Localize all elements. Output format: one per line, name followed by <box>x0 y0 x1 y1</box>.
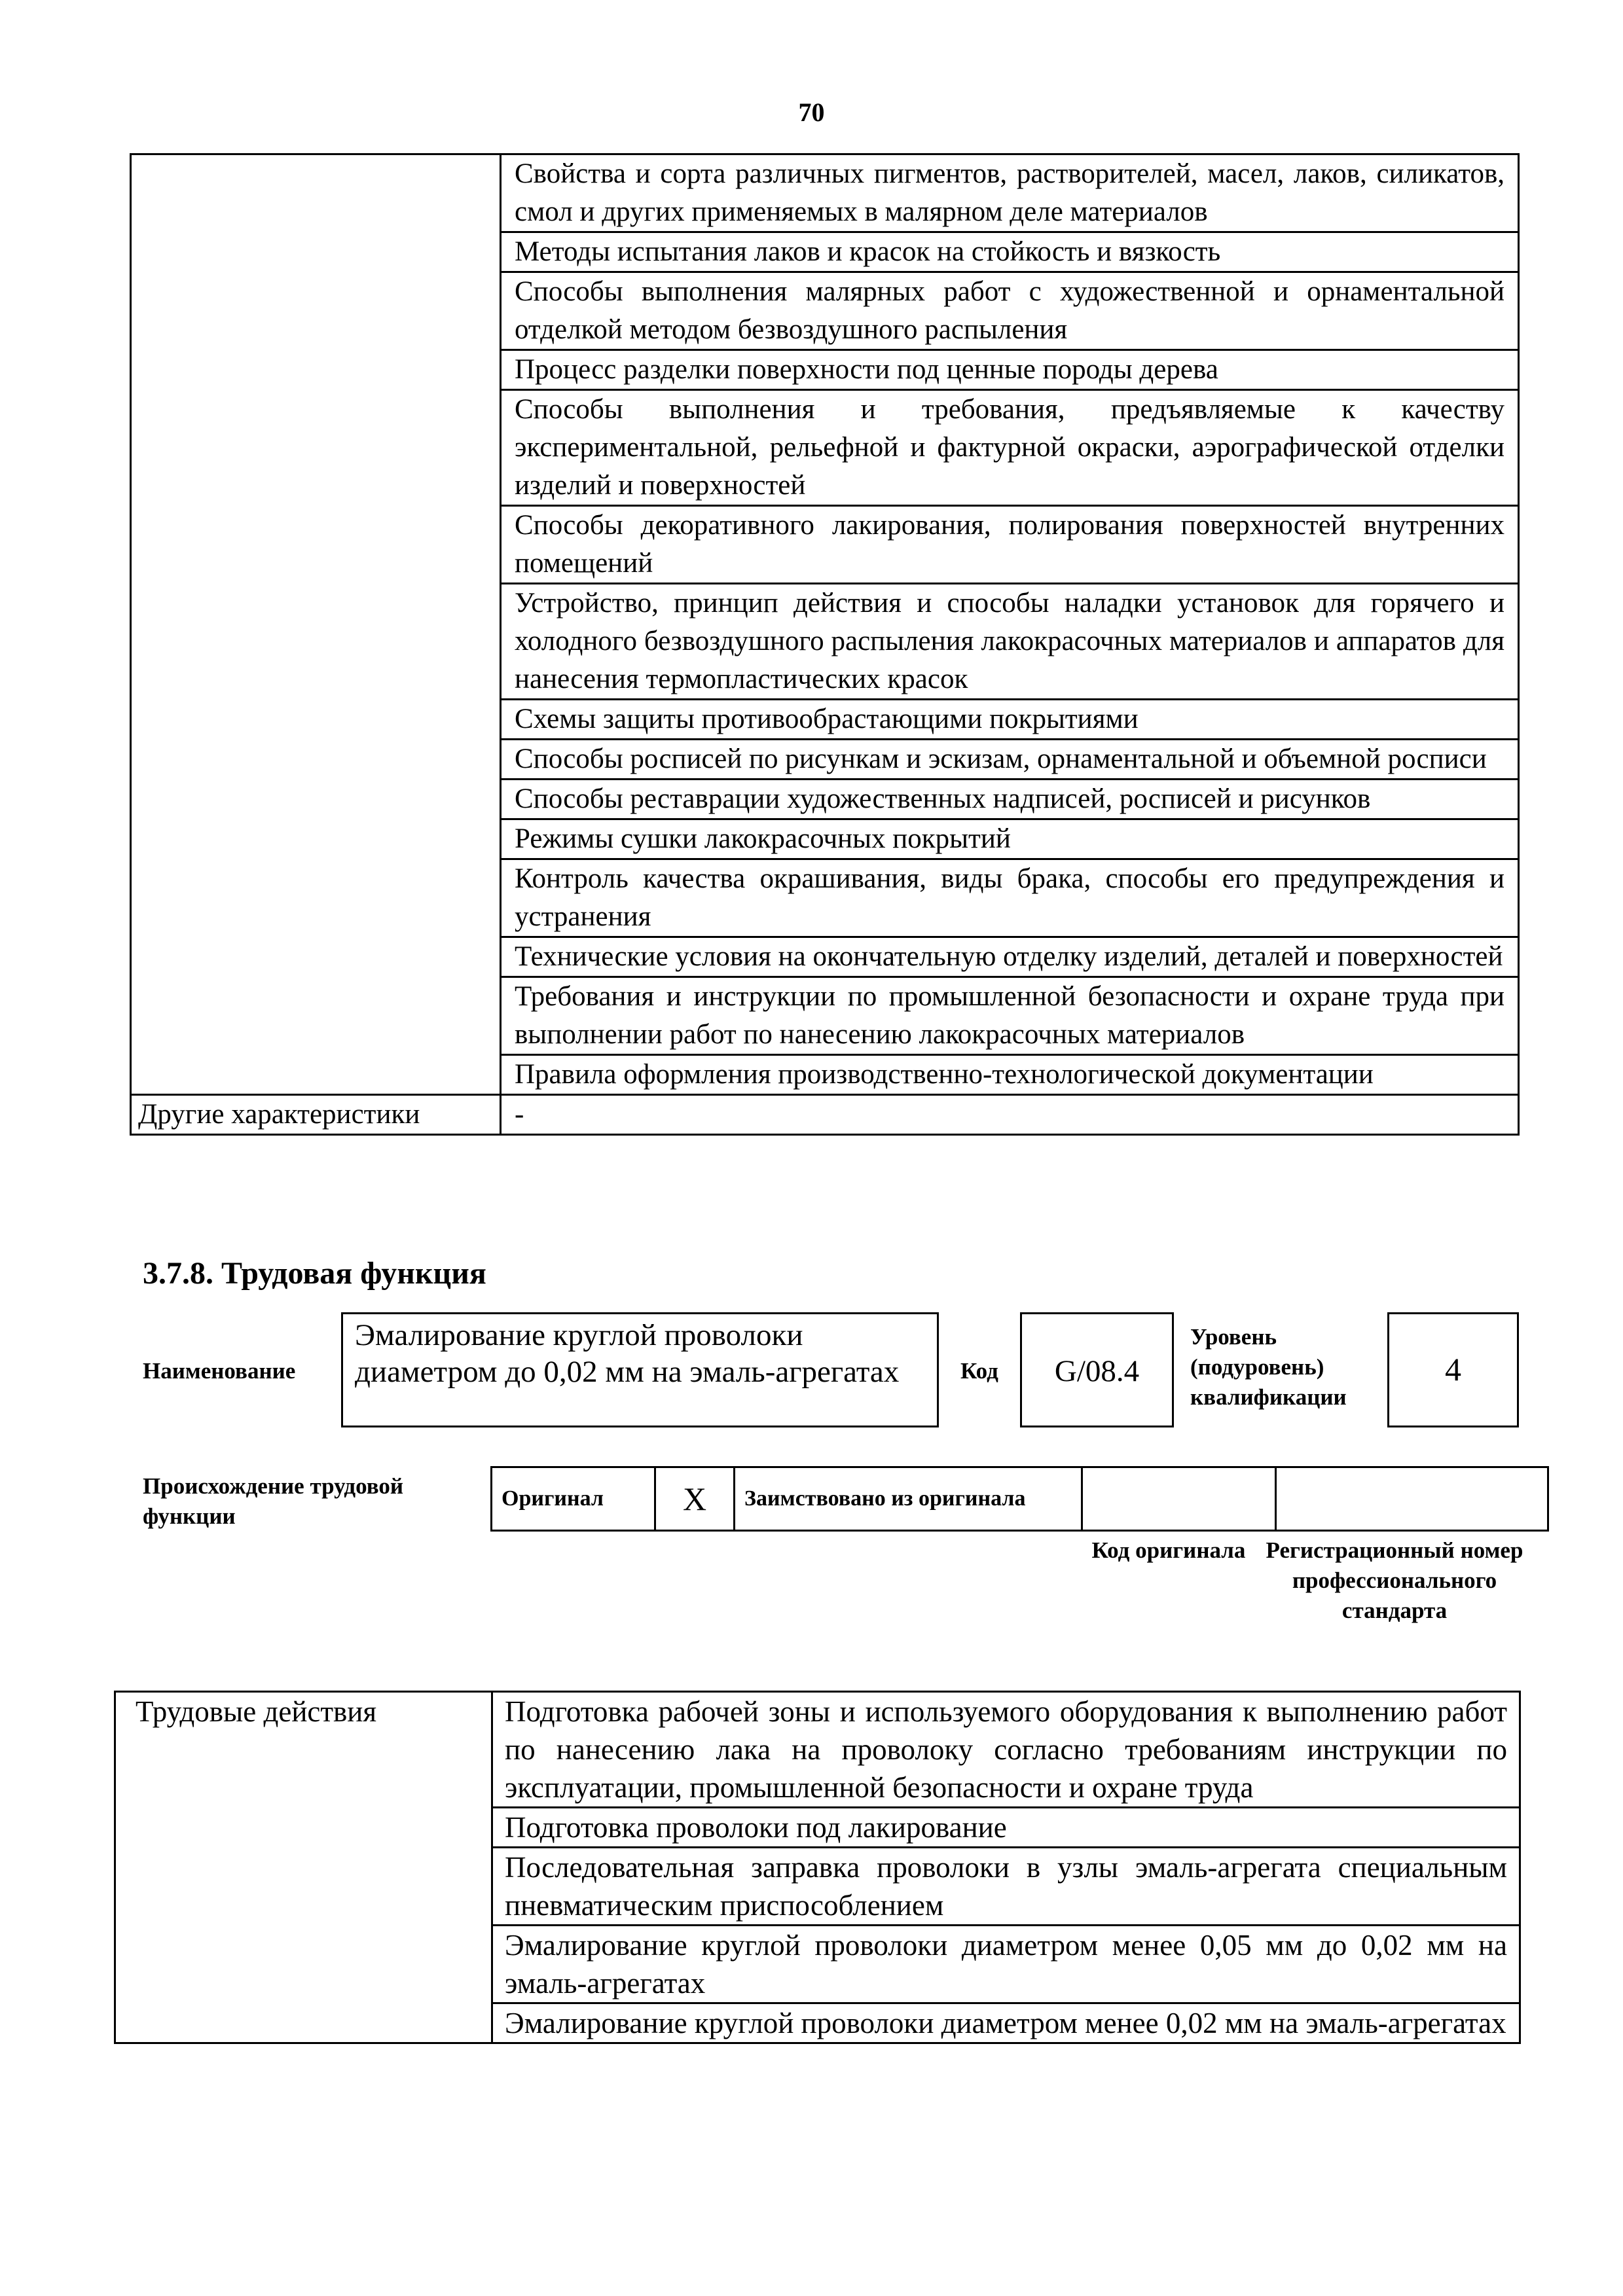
name-label: Наименование <box>143 1358 296 1384</box>
origin-table <box>490 1466 1549 1532</box>
qualification-level-label: Уровень (подуровень) квалификации <box>1190 1324 1347 1410</box>
origin-label: Происхождение трудовой функции <box>143 1473 404 1529</box>
knowledge-cell: Методы испытания лаков и красок на стойкость и вязкость <box>501 232 1519 272</box>
other-characteristics-label: Другие характеристики <box>131 1095 501 1135</box>
actions-table <box>114 1691 1521 2044</box>
knowledge-cell: Технические условия на окончательную отделку изделий, деталей и поверхностей <box>501 937 1519 977</box>
registration-number-caption: Регистрационный номер профессионального стандарта <box>1266 1537 1523 1623</box>
table-row <box>115 1692 1520 1808</box>
action-cell: Эмалирование круглой проволоки диаметром менее 0,05 мм до 0,02 мм на эмаль-агрегатах <box>492 1926 1520 2003</box>
original-code-cell <box>1082 1467 1276 1531</box>
section-title: 3.7.8. Трудовая функция <box>143 1256 486 1291</box>
original-code-caption: Код оригинала <box>1091 1537 1246 1563</box>
knowledge-cell: Способы выполнения малярных работ с художественной и орнаментальной отделкой методом безвоздушного распыления <box>501 272 1519 350</box>
knowledge-cell: Процесс разделки поверхности под ценные породы дерева <box>501 350 1519 390</box>
table-row <box>131 154 1519 232</box>
knowledge-cell: Схемы защиты противообрастающими покрытиями <box>501 700 1519 740</box>
knowledge-cell: Требования и инструкции по промышленной безопасности и охране труда при выполнении работ по нанесению лакокрасочных материалов <box>501 977 1519 1055</box>
action-cell: Эмалирование круглой проволоки диаметром менее 0,02 мм на эмаль-агрегатах <box>492 2003 1520 2043</box>
knowledge-cell: Режимы сушки лакокрасочных покрытий <box>501 819 1519 859</box>
knowledge-cell: Контроль качества окрашивания, виды брака, способы его предупреждения и устранения <box>501 859 1519 937</box>
table-row <box>492 1467 1548 1531</box>
registration-number-cell <box>1276 1467 1548 1531</box>
borrowed-label: Заимствовано из оригинала <box>735 1467 1082 1531</box>
knowledge-cell: Правила оформления производственно-технологической документации <box>501 1055 1519 1095</box>
label-cell-empty <box>131 154 501 1095</box>
action-cell: Подготовка проволоки под лакирование <box>492 1808 1520 1848</box>
knowledge-cell: Способы реставрации художественных надписей, росписей и рисунков <box>501 780 1519 819</box>
knowledge-cell: Способы декоративного лакирования, полирования поверхностей внутренних помещений <box>501 506 1519 584</box>
action-cell: Подготовка рабочей зоны и используемого оборудования к выполнению работ по нанесению лака на проволоку согласно требованиям инструкции по эксплуатации, промышленной безопасности и охране труда <box>492 1692 1520 1808</box>
knowledge-cell: Устройство, принцип действия и способы наладки установок для горячего и холодного безвоздушного распыления лакокрасочных материалов и аппаратов для нанесения термопластических красок <box>501 584 1519 700</box>
labor-actions-label: Трудовые действия <box>115 1692 492 2043</box>
knowledge-cell: Способы выполнения и требования, предъявляемые к качеству экспериментальной, рельефной и фактурной окраски, аэрографической отделки изделий и поверхностей <box>501 390 1519 506</box>
table-row <box>131 1095 1519 1135</box>
original-mark: X <box>655 1467 735 1531</box>
code-label: Код <box>960 1358 998 1384</box>
knowledge-cell: Способы росписей по рисункам и эскизам, орнаментальной и объемной росписи <box>501 740 1519 780</box>
function-code-box: G/08.4 <box>1020 1312 1174 1427</box>
qualification-level-box: 4 <box>1387 1312 1519 1427</box>
other-characteristics-value: - <box>501 1095 1519 1135</box>
page-number: 70 <box>798 98 825 127</box>
function-name-box: Эмалирование круглой проволоки диаметром до 0,02 мм на эмаль-агрегатах <box>341 1312 939 1427</box>
knowledge-cell: Свойства и сорта различных пигментов, растворителей, масел, лаков, силикатов, смол и других применяемых в малярном деле материалов <box>501 154 1519 232</box>
original-label: Оригинал <box>492 1467 655 1531</box>
action-cell: Последовательная заправка проволоки в узлы эмаль-агрегата специальным пневматическим приспособлением <box>492 1848 1520 1926</box>
knowledge-table <box>130 153 1520 1136</box>
